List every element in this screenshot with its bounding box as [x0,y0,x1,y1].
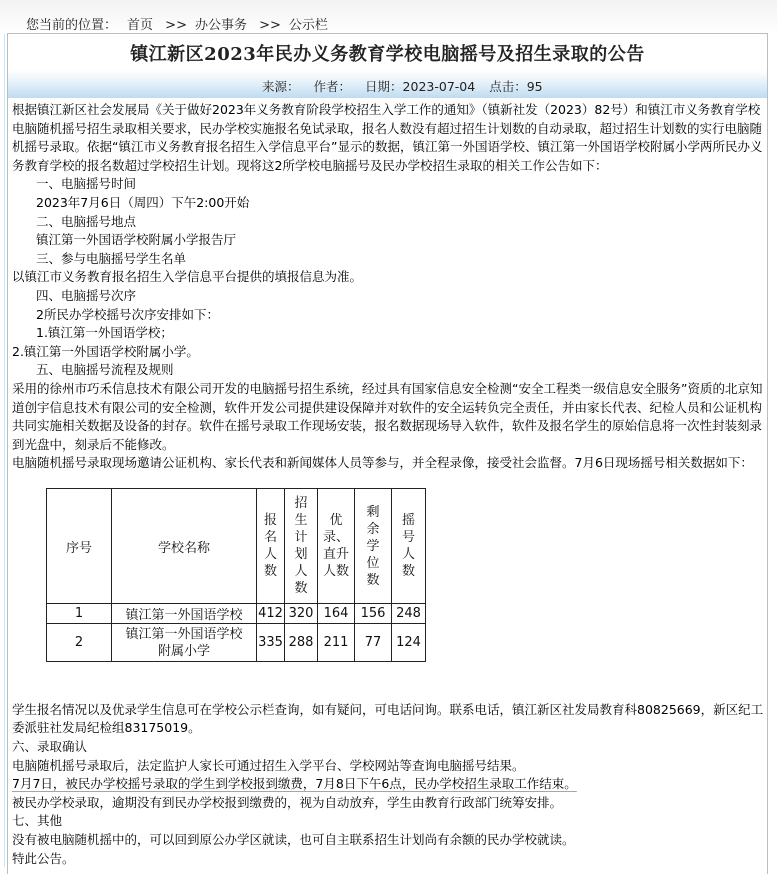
section-4-body: 2所民办学校摇号次序安排如下： [36,306,219,322]
header-applicants: 报名人数 [257,489,285,604]
header-lottery: 摇号人数 [392,489,426,604]
section-6-body-2 [12,775,764,794]
section-7-title: 七、其他 [12,813,63,829]
section-1-title: 一、电脑摇号时间 [36,176,137,192]
cell-no: 1 [47,604,112,624]
source-label: 来源： [262,79,300,94]
article-panel [7,33,768,874]
lottery-data-table [46,488,426,662]
table-header-row [47,489,426,604]
breadcrumb-label: 您当前的位置： [26,18,118,33]
header-remaining: 剩余学位数 [355,489,392,604]
clicks-label: 点击： [489,79,527,94]
school-line-1: 镇江第一外国语学校 [125,626,243,642]
section-2-body: 镇江第一外国语学校附属小学报告厅 [36,232,237,248]
cell-applicants: 412 [257,604,285,624]
cell-applicants: 335 [257,624,285,662]
school-line-2: 附属小学 [157,643,210,659]
table-row [47,604,426,624]
section-5-title: 五、电脑摇号流程及规则 [36,362,174,378]
cell-remaining: 156 [355,604,392,624]
cell-priority: 164 [318,604,355,624]
date-value: 2023-07-04 [402,79,476,94]
breadcrumb [26,14,328,33]
date-label: 日期： [365,79,403,94]
cell-lottery: 248 [392,604,426,624]
header-school: 学校名称 [112,489,257,604]
section-3-title: 三、参与电脑摇号学生名单 [36,250,187,266]
closing-line: 特此公告。 [12,850,75,866]
breadcrumb-home-link[interactable]: 首页 [127,18,154,33]
cell-plan: 320 [285,604,318,624]
breadcrumb-separator: >> [259,18,281,33]
section-6-body-1: 电脑随机摇号录取后，法定监护人家长可通过招生入学平台、学校网站等查询电脑摇号结果。 [12,757,525,773]
section-6-title: 六、录取确认 [12,739,88,755]
header-priority: 优录、直升人数 [318,489,355,604]
cell-priority: 211 [318,624,355,662]
breadcrumb-bulletin-link[interactable]: 公示栏 [288,18,328,33]
breadcrumb-office-link[interactable]: 办公事务 [194,18,247,33]
section-4-title: 四、电脑摇号次序 [36,287,137,303]
clicks-field [489,79,556,94]
contact-paragraph: 学生报名情况以及优录学生信息可在学校公示栏查询，如有疑问，可电话问询。联系电话，镇江新区社发局教育科80825669，新区纪工委派驻社发局纪检组83175019。 [12,701,764,736]
cell-school: 镇江第一外国语学校 [112,604,257,624]
date-field [365,79,475,94]
highlighted-deadline: 7月7日，被民办学校摇号录取的学生到学校报到缴费，7月8日下午6点，民办学校招生录取工作结束。 [12,776,577,792]
left-frame-strip [0,34,5,867]
section-2-title: 二、电脑摇号地点 [36,213,137,229]
section-7-body: 没有被电脑随机摇中的，可以回到原公办学区就读，也可自主联系招生计划尚有余额的民办学校就读。 [12,832,575,848]
section-4-item-2: 2.镇江第一外国语学校附属小学。 [12,343,199,359]
section-4-item-1: 1.镇江第一外国语学校； [36,325,173,341]
article-title: 镇江新区2023年民办义务教育学校电脑摇号及招生录取的公告 [130,44,645,65]
breadcrumb-separator: >> [165,18,187,33]
clicks-value: 95 [526,79,543,94]
cell-no: 2 [47,624,112,662]
article-body [12,101,764,868]
header-no: 序号 [47,489,112,604]
section-3-body: 以镇江市义务教育报名招生入学信息平台提供的填报信息为准。 [12,269,363,285]
intro-paragraph: 根据镇江新区社会发展局《关于做好2023年义务教育阶段学校招生入学工作的通知》（镇新社发（2023）82号）和镇江市义务教育学校电脑随机摇号招生录取相关要求，民办学校实施报名免试录取，报名人数没有超过招生计划数的自动录取，超过招生计划数的实行电脑随机摇号录取。依据“镇江市义务教育报名招生入学信息平台”显示的数据，镇江第一外国语学校、镇江第一外国语学校附属小学两所民办义务教育学校的报名数超过学校招生计划。现将这2所学校电脑摇号及民办学校招生录取的相关工作公告如下： [12,102,763,173]
section-1-body: 2023年7月6日（周四）下午2:00开始 [36,194,250,210]
cell-plan: 288 [285,624,318,662]
table-row [47,624,426,662]
section-5-body-1: 采用的徐州市巧禾信息技术有限公司开发的电脑摇号招生系统，经过具有国家信息安全检测“安全工程类一级信息安全服务”资质的北京知道创宇信息技术有限公司的安全检测，软件开发公司提供建设保障并对软件的安全运转负完全责任，并由家长代表、纪检人员和公证机构共同实施相关数据及设备的封存。软件在摇号录取工作现场安装，报名数据现场导入软件，软件及报名学生的原始信息将一次性封装刻录到光盘中，刻录后不能修改。 [12,380,763,452]
author-label: 作者： [313,79,352,94]
cell-school [112,624,257,662]
section-6-body-3: 被民办学校录取，逾期没有到民办学校报到缴费的，视为自动放弃，学生由教育行政部门统筹安排。 [12,794,563,810]
cell-remaining: 77 [355,624,392,662]
header-plan: 招生计划人数 [285,489,318,604]
cell-lottery: 124 [392,624,426,662]
section-5-body-2: 电脑随机摇号录取现场邀请公证机构、家长代表和新闻媒体人员等参与，并全程录像，接受社会监督。7月6日现场摇号相关数据如下： [12,455,753,471]
article-meta [262,77,571,95]
